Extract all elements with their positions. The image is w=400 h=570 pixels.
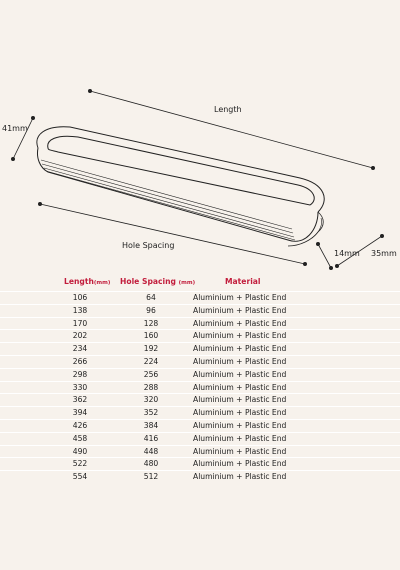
hole-spacing-cell: 192 — [143, 344, 159, 354]
hole-spacing-cell: 480 — [143, 459, 159, 469]
header-hole-spacing: Hole Spacing (mm) — [120, 277, 196, 286]
width-label: 41mm — [2, 124, 28, 133]
material-cell: Aluminium + Plastic End — [193, 305, 287, 315]
material-cell: Aluminium + Plastic End — [193, 408, 287, 418]
material-cell: Aluminium + Plastic End — [193, 356, 287, 366]
hole-spacing-cell: 96 — [146, 305, 156, 315]
header-length: Length(mm) — [64, 277, 111, 286]
hole-spacing-label: Hole Spacing — [122, 241, 175, 250]
length-dimension-line — [90, 91, 373, 168]
length-cell: 458 — [72, 433, 88, 443]
length-cell: 106 — [72, 293, 88, 302]
hole-spacing-cell: 352 — [143, 408, 159, 418]
table-row — [0, 329, 400, 342]
depth-dimension-line — [318, 244, 331, 268]
length-label: Length — [214, 105, 242, 114]
handle-drawing-svg — [0, 0, 400, 270]
material-cell: Aluminium + Plastic End — [193, 344, 287, 354]
hole-spacing-cell: 128 — [143, 318, 159, 328]
hole-spacing-cell: 384 — [143, 420, 159, 430]
length-dim-endpoint — [88, 89, 91, 92]
hole-spacing-cell: 416 — [143, 433, 159, 443]
length-cell: 266 — [72, 356, 88, 366]
length-cell: 330 — [72, 382, 88, 392]
table-row — [0, 304, 400, 317]
hole-spacing-cell: 288 — [143, 382, 159, 392]
table-row — [0, 406, 400, 419]
length-cell: 426 — [72, 420, 88, 430]
hole-spacing-cell: 448 — [143, 446, 159, 456]
length-cell: 522 — [72, 459, 88, 469]
material-cell: Aluminium + Plastic End — [193, 395, 287, 405]
material-cell: Aluminium + Plastic End — [193, 472, 287, 482]
table-row — [0, 393, 400, 406]
material-cell: Aluminium + Plastic End — [193, 369, 287, 379]
table-row — [0, 457, 400, 470]
material-cell: Aluminium + Plastic End — [193, 331, 287, 341]
material-cell: Aluminium + Plastic End — [193, 420, 287, 430]
table-header-row — [0, 276, 400, 291]
table-row — [0, 419, 400, 432]
length-cell: 298 — [72, 369, 88, 379]
hole-spacing-cell: 320 — [143, 395, 159, 405]
table-row — [0, 368, 400, 381]
material-cell: Aluminium + Plastic End — [193, 318, 287, 328]
length-cell: 170 — [72, 318, 88, 328]
handle-body — [37, 127, 324, 246]
length-cell: 490 — [72, 446, 88, 456]
material-cell: Aluminium + Plastic End — [193, 293, 287, 302]
length-cell: 202 — [72, 331, 88, 341]
table-row — [0, 317, 400, 330]
table-body — [0, 291, 400, 483]
material-cell: Aluminium + Plastic End — [193, 446, 287, 456]
table-row — [0, 355, 400, 368]
length-cell: 138 — [72, 305, 88, 315]
length-cell: 394 — [72, 408, 88, 418]
table-row — [0, 381, 400, 394]
length-cell: 554 — [72, 472, 88, 482]
height-label: 35mm — [371, 249, 397, 258]
spec-table — [0, 276, 400, 483]
hole-spacing-cell: 64 — [146, 293, 156, 302]
material-cell: Aluminium + Plastic End — [193, 382, 287, 392]
table-row — [0, 445, 400, 458]
header-material: Material — [225, 277, 261, 286]
hole-spacing-cell: 224 — [143, 356, 159, 366]
hole-spacing-cell: 256 — [143, 369, 159, 379]
table-row — [0, 432, 400, 445]
handle-technical-drawing — [0, 0, 400, 270]
table-row — [0, 470, 400, 483]
material-cell: Aluminium + Plastic End — [193, 459, 287, 469]
length-cell: 234 — [72, 344, 88, 354]
table-row — [0, 342, 400, 355]
hole-spacing-cell: 160 — [143, 331, 159, 341]
material-cell: Aluminium + Plastic End — [193, 433, 287, 443]
length-dim-endpoint — [371, 166, 374, 169]
table-row — [0, 291, 400, 304]
depth-label: 14mm — [334, 249, 360, 258]
length-cell: 362 — [72, 395, 88, 405]
hole-spacing-cell: 512 — [143, 472, 159, 482]
